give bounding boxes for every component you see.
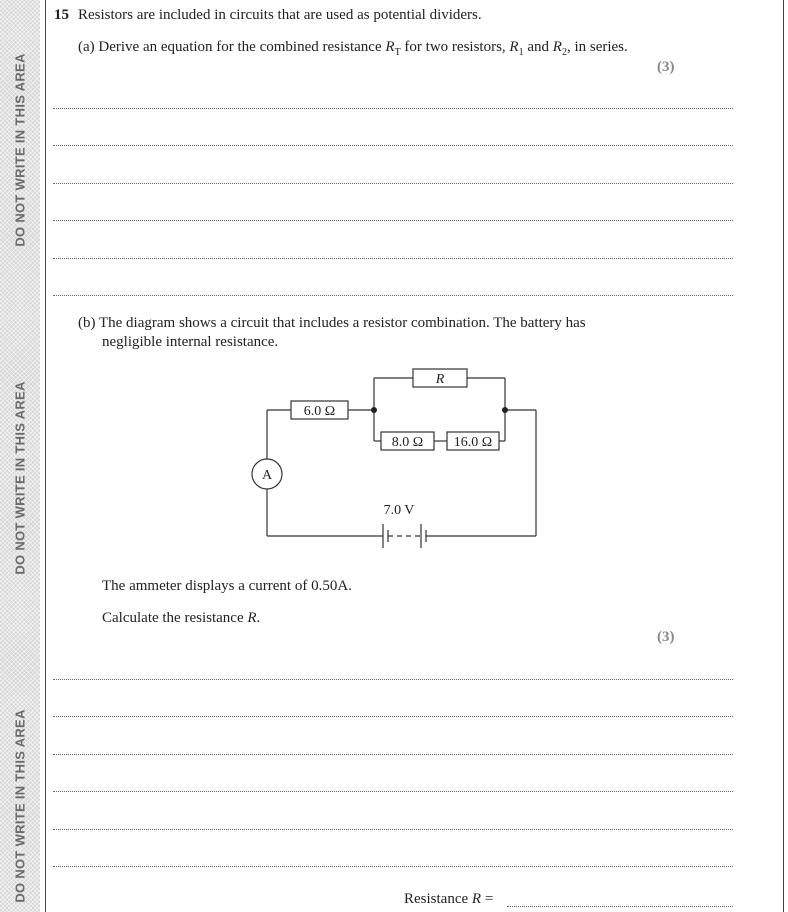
label-ammeter: A — [261, 468, 273, 483]
rt-symbol: R — [385, 39, 395, 55]
answer-symbol: R — [471, 891, 482, 907]
calculate-text-before: Calculate the resistance — [102, 610, 248, 626]
margin-warning-middle: DO NOT WRITE IN THIS AREA — [12, 381, 28, 575]
resistance-answer-line[interactable] — [507, 906, 733, 907]
ammeter-circle — [252, 459, 282, 489]
answer-label-text: Resistance — [404, 891, 472, 907]
part-b-line1 — [78, 315, 586, 332]
question-number: 15 — [54, 7, 69, 23]
answer-line-b4[interactable] — [53, 791, 733, 792]
ammeter-reading-text: The ammeter displays a current of 0.50A. — [102, 578, 352, 594]
part-b-line2: negligible internal resistance. — [102, 334, 279, 350]
part-a-text-before: Derive an equation for the combined resistance — [98, 39, 386, 55]
junction-dot-right — [502, 407, 508, 413]
resistance-answer-label — [404, 891, 493, 908]
answer-line-b1[interactable] — [53, 679, 733, 680]
r2-symbol: R — [552, 39, 562, 55]
part-a-text-mid1: for two resistors, — [400, 39, 510, 55]
answer-line-a4[interactable] — [53, 220, 733, 221]
resistor-r-box — [413, 369, 467, 387]
label-6ohm: 6.0 Ω — [303, 404, 336, 419]
rt-subscript: T — [394, 47, 401, 58]
calculate-text-after: . — [256, 610, 261, 626]
resistor-8ohm-box — [381, 432, 434, 450]
part-a-prompt — [78, 39, 628, 58]
r1-symbol: R — [509, 39, 519, 55]
answer-line-a2[interactable] — [53, 145, 733, 146]
question-intro: Resistors are included in circuits that are used as potential dividers. — [78, 7, 482, 23]
label-battery-voltage: 7.0 V — [383, 503, 415, 518]
calculate-symbol: R — [247, 610, 257, 626]
answer-line-b3[interactable] — [53, 754, 733, 755]
answer-line-b5[interactable] — [53, 829, 733, 830]
r1-subscript: 1 — [518, 47, 524, 58]
junction-dot-left — [371, 407, 377, 413]
part-a-text-mid2: and — [523, 39, 553, 55]
r2-subscript: 2 — [561, 47, 567, 58]
answer-line-a5[interactable] — [53, 258, 733, 259]
part-b-label: (b) — [78, 315, 96, 331]
margin-warning-top: DO NOT WRITE IN THIS AREA — [12, 53, 28, 247]
part-b-marks: (3) — [657, 629, 675, 645]
part-a-label: (a) — [78, 39, 95, 55]
part-a-text-after: , in series. — [566, 39, 628, 55]
answer-line-a3[interactable] — [53, 183, 733, 184]
margin-warning-bottom: DO NOT WRITE IN THIS AREA — [12, 709, 28, 903]
resistor-6ohm-box — [291, 401, 348, 419]
label-r: R — [435, 372, 445, 387]
answer-line-a1[interactable] — [53, 108, 733, 109]
page-border-right — [783, 0, 784, 912]
answer-line-b6[interactable] — [53, 866, 733, 867]
resistor-16ohm-box — [447, 432, 499, 450]
label-8ohm: 8.0 Ω — [391, 435, 424, 450]
answer-equals: = — [481, 891, 494, 907]
answer-line-a6[interactable] — [53, 295, 733, 296]
calculate-prompt — [102, 610, 260, 627]
part-b-text-line1: The diagram shows a circuit that includes a resistor combination. The battery has — [98, 315, 586, 331]
part-a-marks: (3) — [657, 59, 675, 75]
label-16ohm: 16.0 Ω — [453, 435, 493, 450]
answer-line-b2[interactable] — [53, 716, 733, 717]
margin-hatch-strip — [0, 0, 40, 912]
page-border-left — [45, 0, 46, 912]
